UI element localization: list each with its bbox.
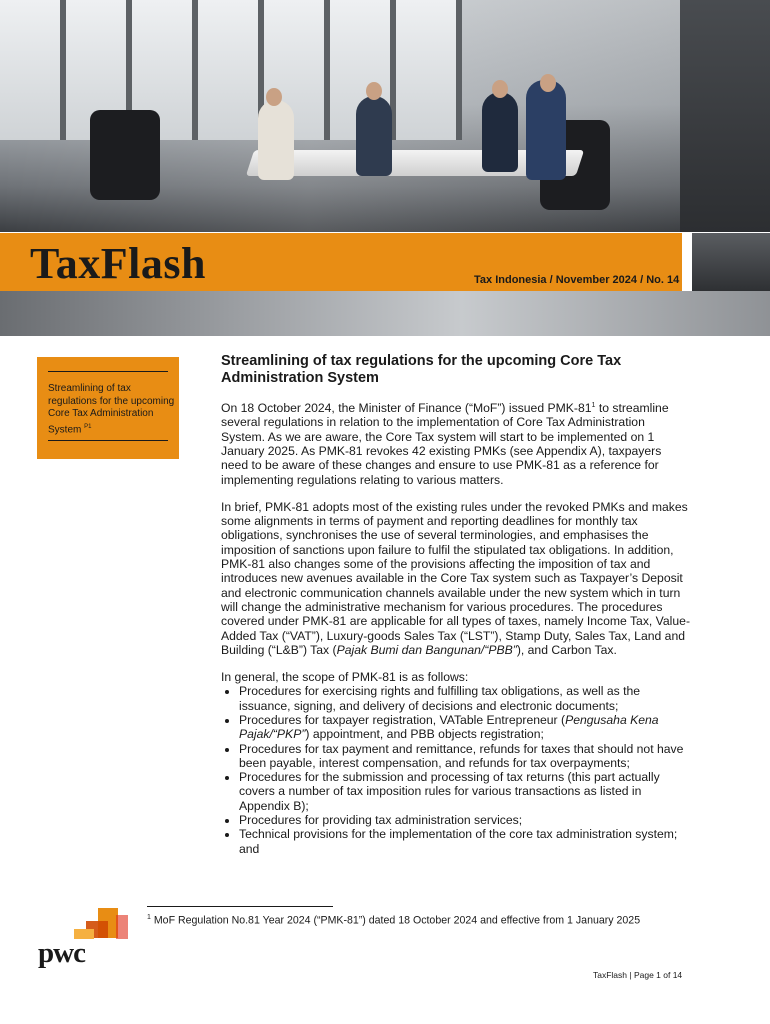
list-item: • Procedures for the submission and processing of tax returns (this part actually covers a number of tax imposition rules for various transactions as listed in Appendix B); <box>239 770 691 813</box>
header-photo-strip <box>0 291 770 336</box>
issue-line: Tax Indonesia / November 2024 / No. 14 <box>474 274 680 286</box>
list-item: • Procedures for providing tax administration services; <box>239 813 691 827</box>
sidebar-summary-box <box>37 357 179 459</box>
brand-title: TaxFlash <box>30 239 207 288</box>
list-item: • Procedures for taxpayer registration, VATable Entrepreneur (Pengusaha Kena Pajak/“PKP”) appointment, and PBB objects registration; <box>239 713 691 742</box>
paragraph-1: On 18 October 2024, the Minister of Finance (“MoF”) issued PMK-$81^1$ to streamline several regulations in relation to the implementation of Core Tax Administration System. As we are aware, the Core Tax system will start to be implemented on 1 January 2025. As PMK-81 revokes 42 existing PMKs (see Appendix A), taxpayers need to be aware of these changes and ensure to use PMK-81 as a reference for implementing regulations relating to various matters. <box>221 401 669 487</box>
header-photo <box>0 0 770 232</box>
list-item: • Technical provisions for the implementation of the core tax administration system; and <box>239 827 691 856</box>
decorative-side-block <box>692 233 770 291</box>
pwc-logo-wordmark: pwc <box>38 937 85 969</box>
scope-intro: In general, the scope of PMK-81 is as follows: <box>221 670 469 685</box>
article-title: Streamlining of tax regulations for the upcoming Core Tax Administration System <box>221 353 622 386</box>
list-item: • Procedures for tax payment and remittance, refunds for taxes that should not have been payable, interest compensation, and refunds for tax overpayments; <box>239 742 691 771</box>
sidebar-summary-link[interactable] <box>48 383 176 436</box>
scope-list <box>221 684 691 856</box>
article <box>221 353 691 856</box>
paragraph-2: In brief, PMK-81 adopts most of the existing rules under the revoked PMKs and makes some alignments in terms of payment and reporting deadlines for monthly tax obligations, synchronises the use of several terminologies, and emphasises the imposition of sanctions upon failure to fulfil the stipulated tax obligations. In addition, PMK-81 also changes some of the provisions affecting the imposition of tax and introduces new avenues available in the Core Tax system such as Taxpayer’s Deposit and electronic communication channels available under the new system which in turn will change the administrative mechanism for various procedures. The procedures covered under PMK-81 are applicable for all types of taxes, namely Income Tax, Value-Added Tax (“VAT”), Luxury-goods Sales Tax (“LST”), Stamp Duty, Sales Tax, Land and Building (“L&B”) Tax (Pajak Bumi dan Bangunan/“PBB”), and Carbon Tax. <box>221 499 691 657</box>
sidebar-summary-text: Streamlining of tax regulations for the upcoming Core Tax Administration System <box>48 383 175 435</box>
sidebar-page-ref: P1 <box>84 423 92 430</box>
footnote-rule <box>147 906 333 907</box>
footnote: $^1$ MoF Regulation No.81 Year 2024 (“PMK-81”) dated 18 October 2024 and effective from 1 January 2025 <box>147 914 641 927</box>
page-number: TaxFlash | Page 1 of 14 <box>593 970 683 980</box>
footnote-ref[interactable]: 1 <box>591 402 596 409</box>
list-item: • Procedures for exercising rights and fulfilling tax obligations, as well as the issuance, signing, and delivery of decisions and electronic documents; <box>239 684 691 713</box>
